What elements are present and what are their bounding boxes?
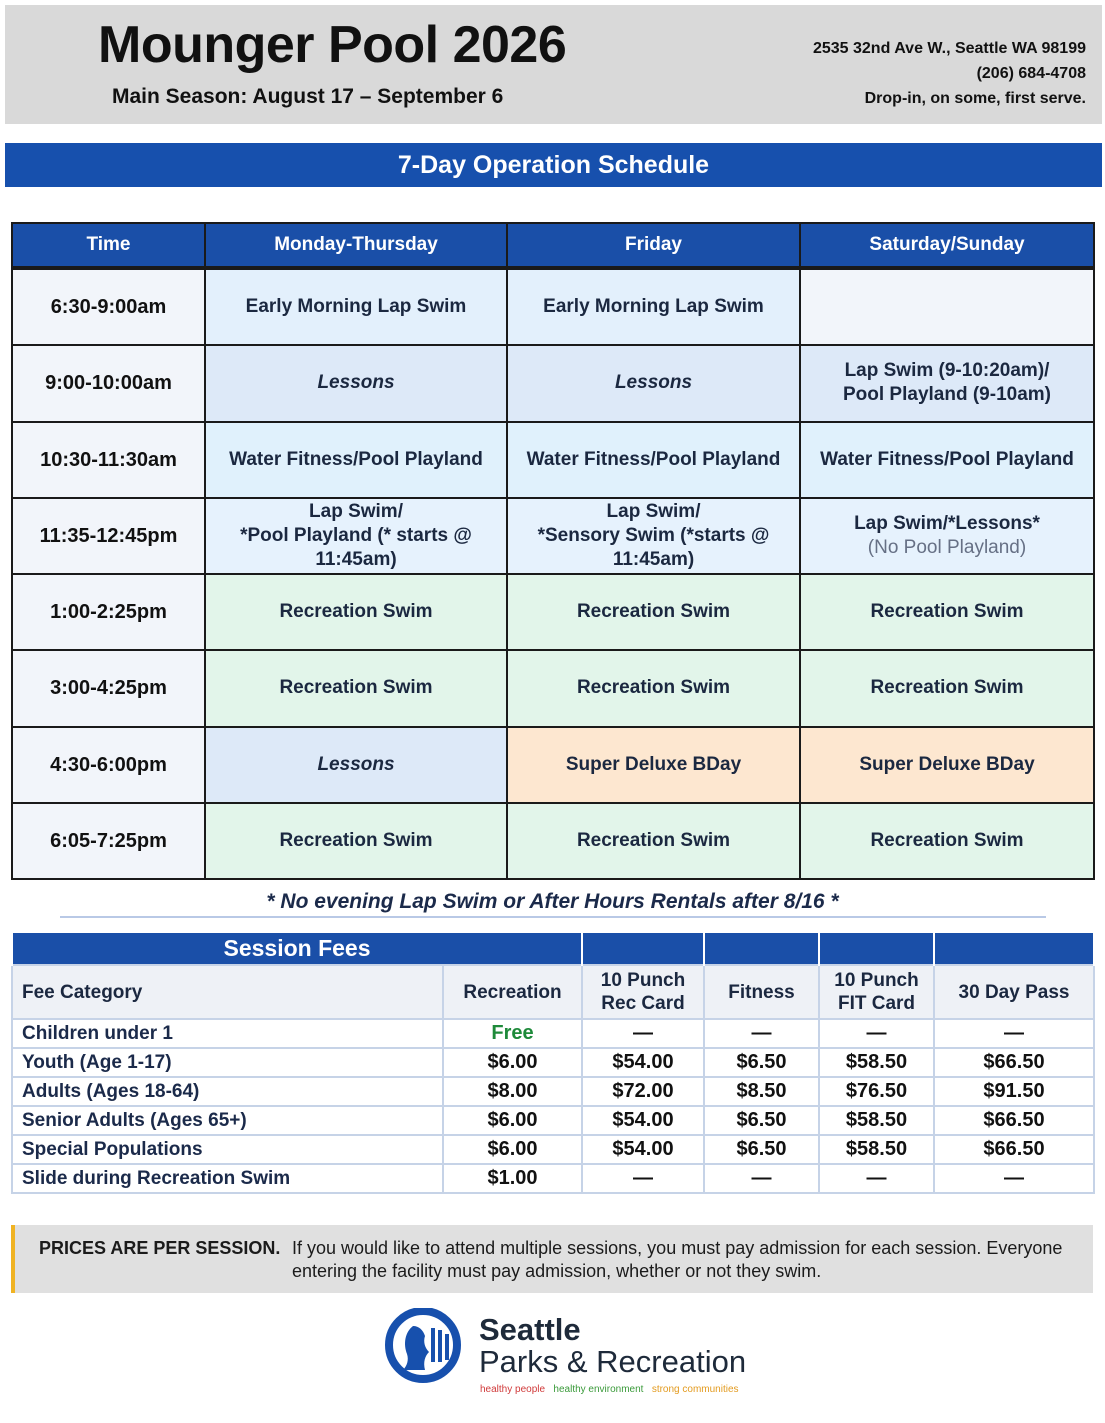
address: 2535 32nd Ave W., Seattle WA 98199 [812, 40, 1086, 57]
logo-line-2: Parks & Recreation [479, 1344, 747, 1379]
fee-punch-fit: $76.50 [819, 1077, 934, 1106]
activity-cell [508, 346, 799, 420]
time-cell: 1:00-2:25pm [13, 575, 204, 649]
activity-cell [508, 270, 799, 344]
fee-punch-rec: — [582, 1019, 704, 1048]
col-recreation: Recreation [443, 965, 582, 1019]
activity-label: Recreation Swim [279, 601, 433, 623]
fee-category: Senior Adults (Ages 65+) [12, 1106, 443, 1135]
fee-category: Adults (Ages 18-64) [12, 1077, 443, 1106]
seattle-parks-logo [385, 1308, 755, 1395]
activity-label: Water Fitness/Pool Playland [820, 448, 1074, 470]
activity-cell [206, 346, 506, 420]
activity-label: Super Deluxe BDay [859, 753, 1035, 775]
fee-recreation: $6.00 [443, 1106, 582, 1135]
col-punch-rec [582, 965, 704, 1019]
activity-label: Early Morning Lap Swim [245, 296, 467, 318]
tagline-environment: healthy environment [553, 1384, 644, 1395]
table-row [12, 1135, 1094, 1164]
table-row [12, 1106, 1094, 1135]
header-time: Time [13, 224, 204, 268]
header [5, 5, 1102, 124]
fee-fitness: — [704, 1164, 819, 1193]
activity-label: Lessons [614, 372, 693, 394]
logo-line-1: Seattle [479, 1312, 581, 1347]
divider [60, 916, 1046, 918]
fee-fitness: $6.50 [704, 1135, 819, 1164]
fee-recreation: Free [443, 1019, 582, 1048]
fee-punch-rec: $54.00 [582, 1048, 704, 1077]
fee-punch-rec: — [582, 1164, 704, 1193]
fee-recreation: $6.00 [443, 1135, 582, 1164]
activity-label: Lessons [317, 372, 395, 394]
activity-cell [508, 728, 799, 802]
col-30-day-pass: 30 Day Pass [934, 965, 1094, 1019]
tagline-people: healthy people [480, 1384, 546, 1395]
activity-label: Recreation Swim [870, 601, 1024, 623]
activity-cell [206, 270, 506, 344]
activity-label: Recreation Swim [870, 677, 1024, 699]
table-row [12, 1077, 1094, 1106]
activity-label: Lap Swim/ [606, 500, 701, 522]
fee-punch-fit: — [819, 1019, 934, 1048]
activity-label: Recreation Swim [279, 677, 433, 699]
fee-punch-fit: $58.50 [819, 1135, 934, 1164]
fees-table [11, 931, 1095, 1194]
activity-label: Water Fitness/Pool Playland [526, 448, 781, 470]
col-label: 10 Punch [600, 970, 686, 991]
fee-pass: $91.50 [934, 1077, 1094, 1106]
time-cell: 4:30-6:00pm [13, 728, 204, 802]
activity-label: Recreation Swim [870, 829, 1024, 851]
col-fitness: Fitness [704, 965, 819, 1019]
fee-pass: — [934, 1164, 1094, 1193]
time-cell: 6:30-9:00am [13, 270, 204, 344]
fee-category: Youth (Age 1-17) [12, 1048, 443, 1077]
phone: (206) 684-4708 [976, 65, 1086, 82]
fee-category: Slide during Recreation Swim [12, 1164, 443, 1193]
activity-cell [508, 575, 799, 649]
fee-recreation: $8.00 [443, 1077, 582, 1106]
activity-label: Super Deluxe BDay [565, 753, 742, 775]
activity-label: Recreation Swim [279, 829, 433, 851]
fee-category: Special Populations [12, 1135, 443, 1164]
seattle-seal-icon [385, 1308, 465, 1388]
prices-note [11, 1225, 1093, 1293]
activity-label: Lessons [317, 753, 395, 775]
header-friday: Friday [508, 224, 799, 268]
activity-cell [801, 423, 1093, 497]
fee-pass: $66.50 [934, 1135, 1094, 1164]
table-row [12, 1048, 1094, 1077]
fee-punch-fit: $58.50 [819, 1048, 934, 1077]
time-cell: 3:00-4:25pm [13, 651, 204, 725]
activity-cell [206, 804, 506, 878]
col-label: Rec Card [601, 993, 685, 1014]
activity-label: *Pool Playland (* starts @ 11:45am) [240, 524, 472, 570]
activity-label: Pool Playland (9-10am) [842, 384, 1051, 406]
activity-cell [206, 423, 506, 497]
tagline-communities: strong communities [651, 1384, 739, 1395]
activity-label: Recreation Swim [576, 829, 731, 851]
fees-header-blank [934, 932, 1094, 965]
activity-cell [206, 728, 506, 802]
time-cell: 11:35-12:45pm [13, 499, 204, 573]
schedule-table [11, 222, 1095, 880]
time-cell: 9:00-10:00am [13, 346, 204, 420]
activity-label: Recreation Swim [576, 601, 731, 623]
activity-cell [801, 728, 1093, 802]
activity-label: *Sensory Swim (*starts @ 11:45am) [537, 524, 770, 570]
activity-cell [508, 804, 799, 878]
fee-fitness: $8.50 [704, 1077, 819, 1106]
activity-note: (No Pool Playland) [867, 536, 1027, 558]
table-row [12, 1164, 1094, 1193]
fee-recreation: $1.00 [443, 1164, 582, 1193]
activity-label: Lap Swim (9-10:20am)/ [844, 360, 1050, 382]
fee-pass: $66.50 [934, 1048, 1094, 1077]
fee-pass: $66.50 [934, 1106, 1094, 1135]
col-fee-category: Fee Category [12, 965, 443, 1019]
fee-punch-rec: $54.00 [582, 1106, 704, 1135]
page-title: Mounger Pool 2026 [98, 16, 567, 74]
fee-category: Children under 1 [12, 1019, 443, 1048]
dropin-note: Drop-in, on some, first serve. [864, 90, 1086, 107]
col-label: FIT Card [837, 993, 916, 1014]
season-dates: Main Season: August 17 – September 6 [112, 85, 504, 108]
activity-cell [206, 575, 506, 649]
fee-fitness: $6.50 [704, 1106, 819, 1135]
prices-note-heading: PRICES ARE PER SESSION. [39, 1238, 281, 1258]
schedule-banner: 7-Day Operation Schedule [5, 143, 1102, 187]
fee-fitness: $6.50 [704, 1048, 819, 1077]
fees-header-blank [704, 932, 819, 965]
time-cell: 6:05-7:25pm [13, 804, 204, 878]
activity-label: Water Fitness/Pool Playland [229, 448, 483, 470]
activity-cell [801, 804, 1093, 878]
activity-cell-empty [801, 270, 1093, 344]
table-row [12, 1019, 1094, 1048]
activity-cell [801, 499, 1093, 573]
col-punch-fit [819, 965, 934, 1019]
contact-info [813, 36, 1086, 111]
activity-cell [508, 423, 799, 497]
activity-label: Lap Swim/*Lessons* [854, 512, 1040, 534]
fee-recreation: $6.00 [443, 1048, 582, 1077]
activity-label: Lap Swim/ [309, 500, 403, 522]
col-label: 10 Punch [834, 970, 919, 991]
time-cell: 10:30-11:30am [13, 423, 204, 497]
prices-note-text: If you would like to attend multiple sessions, you must pay admission for each session. Everyone entering the facility must pay admission, whether or not they swim. [292, 1238, 1063, 1281]
header-mon-thu: Monday-Thursday [206, 224, 506, 268]
fee-pass: — [934, 1019, 1094, 1048]
activity-cell [206, 499, 506, 573]
header-sat-sun: Saturday/Sunday [801, 224, 1093, 268]
fees-header-blank [819, 932, 934, 965]
activity-cell [801, 346, 1093, 420]
activity-cell [206, 651, 506, 725]
activity-cell [801, 651, 1093, 725]
fee-punch-fit: — [819, 1164, 934, 1193]
activity-cell [508, 499, 799, 573]
activity-label: Recreation Swim [576, 677, 731, 699]
activity-label: Early Morning Lap Swim [543, 296, 764, 318]
fee-punch-rec: $72.00 [582, 1077, 704, 1106]
fees-header-blank [582, 932, 704, 965]
fee-fitness: — [704, 1019, 819, 1048]
activity-cell [508, 651, 799, 725]
fees-title: Session Fees [12, 932, 582, 965]
fee-punch-rec: $54.00 [582, 1135, 704, 1164]
fee-punch-fit: $58.50 [819, 1106, 934, 1135]
evening-note: * No evening Lap Swim or After Hours Rentals after 8/16 * [266, 890, 839, 913]
logo-tagline [480, 1384, 739, 1395]
activity-cell [801, 575, 1093, 649]
